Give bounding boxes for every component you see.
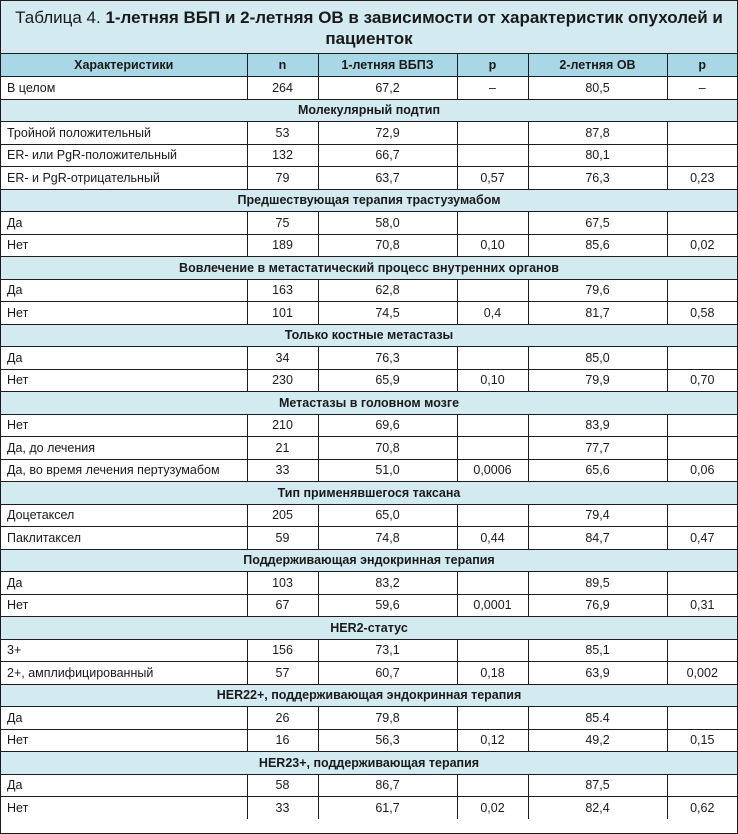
- section-heading: Вовлечение в метастатический процесс внутренних органов: [1, 257, 737, 280]
- cell-n: 210: [247, 414, 318, 437]
- cell-p-os: [667, 504, 737, 527]
- section-heading: HER2-статус: [1, 617, 737, 640]
- cell-characteristic: Да: [1, 212, 247, 235]
- cell-os-2yr: 82,4: [528, 797, 667, 820]
- cell-p-pfs: 0,57: [457, 167, 528, 190]
- table-row: [1, 302, 737, 325]
- cell-n: 26: [247, 707, 318, 730]
- table-row: [1, 639, 737, 662]
- cell-p-os: 0,002: [667, 662, 737, 685]
- section-heading: Поддерживающая эндокринная терапия: [1, 549, 737, 572]
- cell-p-os: 0,02: [667, 234, 737, 257]
- cell-pfs-1yr: 83,2: [318, 572, 457, 595]
- cell-p-pfs: –: [457, 77, 528, 100]
- header-pfs-1yr: 1-летняя ВБПЗ: [318, 54, 457, 77]
- cell-pfs-1yr: 79,8: [318, 707, 457, 730]
- cell-p-pfs: 0,10: [457, 234, 528, 257]
- section-row: [1, 392, 737, 415]
- cell-p-pfs: [457, 639, 528, 662]
- cell-characteristic: Паклитаксел: [1, 527, 247, 550]
- cell-p-pfs: 0,12: [457, 729, 528, 752]
- cell-p-pfs: [457, 122, 528, 145]
- table-title: [1, 1, 737, 54]
- cell-p-pfs: [457, 572, 528, 595]
- cell-p-os: 0,31: [667, 594, 737, 617]
- data-table: [1, 54, 737, 819]
- cell-n: 264: [247, 77, 318, 100]
- cell-os-2yr: 89,5: [528, 572, 667, 595]
- table-header: [1, 54, 737, 77]
- cell-p-os: [667, 414, 737, 437]
- table-row: [1, 797, 737, 820]
- cell-os-2yr: 87,8: [528, 122, 667, 145]
- cell-p-pfs: 0,02: [457, 797, 528, 820]
- cell-os-2yr: 87,5: [528, 774, 667, 797]
- cell-n: 33: [247, 797, 318, 820]
- cell-n: 33: [247, 459, 318, 482]
- cell-n: 230: [247, 369, 318, 392]
- cell-p-pfs: 0,0001: [457, 594, 528, 617]
- cell-characteristic: Да, во время лечения пертузумабом: [1, 459, 247, 482]
- cell-pfs-1yr: 74,5: [318, 302, 457, 325]
- table-row: [1, 212, 737, 235]
- cell-p-os: [667, 572, 737, 595]
- cell-p-os: –: [667, 77, 737, 100]
- cell-n: 79: [247, 167, 318, 190]
- cell-n: 21: [247, 437, 318, 460]
- header-row: [1, 54, 737, 77]
- table-row: [1, 504, 737, 527]
- header-p-os: p: [667, 54, 737, 77]
- table-row: [1, 122, 737, 145]
- cell-os-2yr: 76,9: [528, 594, 667, 617]
- cell-os-2yr: 85,6: [528, 234, 667, 257]
- cell-p-pfs: [457, 144, 528, 167]
- table-body: [1, 77, 737, 820]
- cell-characteristic: Тройной положительный: [1, 122, 247, 145]
- cell-characteristic: ER- или PgR-положительный: [1, 144, 247, 167]
- cell-characteristic: Да: [1, 347, 247, 370]
- section-heading: Тип применявшегося таксана: [1, 482, 737, 505]
- cell-n: 58: [247, 774, 318, 797]
- header-p-pfs: p: [457, 54, 528, 77]
- section-heading: HER22+, поддерживающая эндокринная терапия: [1, 684, 737, 707]
- cell-pfs-1yr: 72,9: [318, 122, 457, 145]
- table-row: [1, 774, 737, 797]
- cell-os-2yr: 79,4: [528, 504, 667, 527]
- table-row: [1, 347, 737, 370]
- cell-n: 67: [247, 594, 318, 617]
- table-row: [1, 144, 737, 167]
- table-row: [1, 167, 737, 190]
- section-row: [1, 684, 737, 707]
- cell-pfs-1yr: 66,7: [318, 144, 457, 167]
- cell-pfs-1yr: 86,7: [318, 774, 457, 797]
- table-row: [1, 707, 737, 730]
- cell-n: 34: [247, 347, 318, 370]
- cell-pfs-1yr: 62,8: [318, 279, 457, 302]
- cell-os-2yr: 81,7: [528, 302, 667, 325]
- cell-os-2yr: 49,2: [528, 729, 667, 752]
- section-row: [1, 324, 737, 347]
- cell-os-2yr: 77,7: [528, 437, 667, 460]
- cell-n: 132: [247, 144, 318, 167]
- cell-os-2yr: 79,9: [528, 369, 667, 392]
- section-row: [1, 99, 737, 122]
- cell-n: 103: [247, 572, 318, 595]
- cell-p-pfs: [457, 347, 528, 370]
- table-row: [1, 527, 737, 550]
- cell-characteristic: Нет: [1, 594, 247, 617]
- cell-pfs-1yr: 76,3: [318, 347, 457, 370]
- section-row: [1, 617, 737, 640]
- cell-characteristic: Нет: [1, 414, 247, 437]
- cell-p-pfs: 0,10: [457, 369, 528, 392]
- cell-os-2yr: 85,1: [528, 639, 667, 662]
- cell-pfs-1yr: 56,3: [318, 729, 457, 752]
- section-row: [1, 189, 737, 212]
- cell-p-pfs: 0,0006: [457, 459, 528, 482]
- cell-p-os: 0,62: [667, 797, 737, 820]
- section-heading: Предшествующая терапия трастузумабом: [1, 189, 737, 212]
- cell-characteristic: Да: [1, 707, 247, 730]
- cell-p-pfs: 0,44: [457, 527, 528, 550]
- table-row: [1, 414, 737, 437]
- cell-pfs-1yr: 61,7: [318, 797, 457, 820]
- cell-n: 16: [247, 729, 318, 752]
- cell-n: 101: [247, 302, 318, 325]
- cell-pfs-1yr: 51,0: [318, 459, 457, 482]
- cell-pfs-1yr: 59,6: [318, 594, 457, 617]
- cell-characteristic: Да: [1, 279, 247, 302]
- cell-os-2yr: 63,9: [528, 662, 667, 685]
- cell-os-2yr: 67,5: [528, 212, 667, 235]
- section-heading: HER23+, поддерживающая терапия: [1, 752, 737, 775]
- table-row: [1, 77, 737, 100]
- cell-p-os: [667, 437, 737, 460]
- cell-n: 163: [247, 279, 318, 302]
- cell-n: 156: [247, 639, 318, 662]
- cell-os-2yr: 84,7: [528, 527, 667, 550]
- cell-os-2yr: 76,3: [528, 167, 667, 190]
- cell-characteristic: В целом: [1, 77, 247, 100]
- cell-p-pfs: [457, 414, 528, 437]
- section-heading: Молекулярный подтип: [1, 99, 737, 122]
- cell-characteristic: 2+, амплифицированный: [1, 662, 247, 685]
- cell-pfs-1yr: 60,7: [318, 662, 457, 685]
- cell-characteristic: Да, до лечения: [1, 437, 247, 460]
- cell-p-os: 0,70: [667, 369, 737, 392]
- cell-characteristic: Да: [1, 572, 247, 595]
- cell-os-2yr: 85.4: [528, 707, 667, 730]
- section-row: [1, 549, 737, 572]
- cell-p-os: 0,58: [667, 302, 737, 325]
- cell-p-pfs: [457, 212, 528, 235]
- cell-n: 59: [247, 527, 318, 550]
- cell-characteristic: 3+: [1, 639, 247, 662]
- cell-os-2yr: 80,1: [528, 144, 667, 167]
- cell-p-pfs: 0,18: [457, 662, 528, 685]
- cell-p-pfs: [457, 504, 528, 527]
- cell-p-os: [667, 122, 737, 145]
- cell-p-os: [667, 212, 737, 235]
- cell-p-os: [667, 774, 737, 797]
- table-row: [1, 279, 737, 302]
- cell-pfs-1yr: 73,1: [318, 639, 457, 662]
- cell-os-2yr: 83,9: [528, 414, 667, 437]
- cell-p-os: [667, 639, 737, 662]
- cell-p-os: 0,47: [667, 527, 737, 550]
- section-heading: Только костные метастазы: [1, 324, 737, 347]
- cell-p-os: [667, 347, 737, 370]
- cell-os-2yr: 65,6: [528, 459, 667, 482]
- cell-characteristic: Нет: [1, 369, 247, 392]
- section-row: [1, 752, 737, 775]
- cell-n: 205: [247, 504, 318, 527]
- table-title-lead: Таблица 4.: [15, 8, 101, 27]
- cell-p-os: 0,15: [667, 729, 737, 752]
- cell-characteristic: Да: [1, 774, 247, 797]
- table-title-main: 1-летняя ВБП и 2-летняя ОВ в зависимости от характеристик опухолей и пациенток: [105, 8, 723, 48]
- cell-characteristic: Нет: [1, 302, 247, 325]
- header-characteristics: Характеристики: [1, 54, 247, 77]
- table-row: [1, 437, 737, 460]
- table-row: [1, 234, 737, 257]
- cell-characteristic: ER- и PgR-отрицательный: [1, 167, 247, 190]
- cell-p-os: [667, 144, 737, 167]
- table-row: [1, 572, 737, 595]
- cell-p-os: 0,06: [667, 459, 737, 482]
- cell-pfs-1yr: 69,6: [318, 414, 457, 437]
- table-row: [1, 729, 737, 752]
- cell-p-pfs: [457, 279, 528, 302]
- section-heading: Метастазы в головном мозге: [1, 392, 737, 415]
- cell-n: 75: [247, 212, 318, 235]
- table-row: [1, 459, 737, 482]
- cell-p-pfs: [457, 774, 528, 797]
- section-row: [1, 257, 737, 280]
- cell-p-os: 0,23: [667, 167, 737, 190]
- table-row: [1, 369, 737, 392]
- header-os-2yr: 2-летняя ОВ: [528, 54, 667, 77]
- cell-p-pfs: 0,4: [457, 302, 528, 325]
- cell-pfs-1yr: 74,8: [318, 527, 457, 550]
- cell-pfs-1yr: 63,7: [318, 167, 457, 190]
- cell-p-pfs: [457, 437, 528, 460]
- cell-os-2yr: 80,5: [528, 77, 667, 100]
- cell-pfs-1yr: 58,0: [318, 212, 457, 235]
- cell-os-2yr: 85,0: [528, 347, 667, 370]
- cell-characteristic: Нет: [1, 234, 247, 257]
- cell-n: 57: [247, 662, 318, 685]
- cell-n: 53: [247, 122, 318, 145]
- cell-p-os: [667, 279, 737, 302]
- cell-p-pfs: [457, 707, 528, 730]
- cell-characteristic: Нет: [1, 729, 247, 752]
- section-row: [1, 482, 737, 505]
- cell-characteristic: Доцетаксел: [1, 504, 247, 527]
- cell-pfs-1yr: 70,8: [318, 437, 457, 460]
- cell-pfs-1yr: 70,8: [318, 234, 457, 257]
- cell-os-2yr: 79,6: [528, 279, 667, 302]
- cell-characteristic: Нет: [1, 797, 247, 820]
- cell-n: 189: [247, 234, 318, 257]
- cell-p-os: [667, 707, 737, 730]
- cell-pfs-1yr: 67,2: [318, 77, 457, 100]
- table-row: [1, 662, 737, 685]
- header-n: n: [247, 54, 318, 77]
- cell-pfs-1yr: 65,9: [318, 369, 457, 392]
- cell-pfs-1yr: 65,0: [318, 504, 457, 527]
- table-row: [1, 594, 737, 617]
